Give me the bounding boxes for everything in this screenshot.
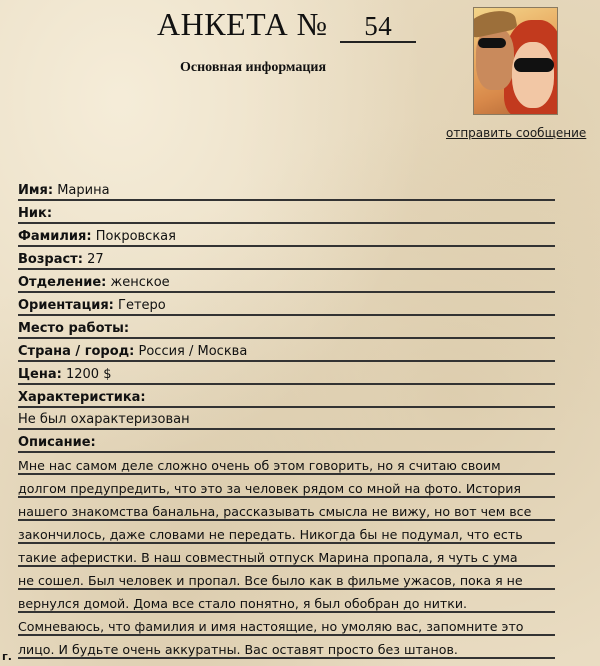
description-line: вернулся домой. Дома все стало понятно, я был обобран до нитки. — [18, 590, 555, 613]
field-label: Страна / город — [18, 344, 130, 359]
field-label: Фамилия — [18, 229, 87, 244]
characteristics-label: Характеристика: — [18, 390, 146, 405]
field-value: Россия / Москва — [138, 344, 248, 359]
photo-sunglasses-woman — [514, 58, 554, 72]
description-line: лицо. И будьте очень аккуратны. Вас оставят просто без штанов. — [18, 636, 555, 659]
field-label: Ориентация — [18, 298, 109, 313]
field-value: Гетеро — [118, 298, 166, 313]
field-value: 27 — [87, 252, 104, 267]
field-label: Имя — [18, 183, 48, 198]
description-line: долгом предупредить, что это за человек рядом со мной на фото. История — [18, 475, 555, 498]
description-line: такие аферистки. В наш совместный отпуск Марина пропала, я чуть с ума — [18, 544, 555, 567]
description-line: Сомневаюсь, что фамилия и имя настоящие, но умоляю вас, запомните это — [18, 613, 555, 636]
description-label: Описание: — [18, 435, 96, 450]
description-line: не сошел. Был человек и пропал. Все было как в фильме ужасов, пока я не — [18, 567, 555, 590]
characteristics-value: Не был охарактеризован — [18, 412, 190, 427]
field-value: Покровская — [95, 229, 176, 244]
field-value: Марина — [57, 183, 110, 198]
field-row-department: Отделение: женское — [18, 269, 555, 293]
photo-face-woman — [512, 42, 554, 108]
field-row-surname: Фамилия: Покровская — [18, 223, 555, 247]
form-title — [157, 4, 416, 44]
field-value: женское — [110, 275, 170, 290]
characteristics-value-row — [18, 406, 555, 430]
field-row-workplace: Место работы: — [18, 315, 555, 339]
description-line: закончилось, даже словами не передать. Никогда бы не подумал, что есть — [18, 521, 555, 544]
description-label-row — [18, 429, 555, 453]
field-label: Отделение — [18, 275, 102, 290]
characteristics-label-row — [18, 384, 555, 408]
field-row-age: Возраст: 27 — [18, 246, 555, 270]
field-row-country-city: Страна / город: Россия / Москва — [18, 338, 555, 362]
send-message-link[interactable]: отправить сообщение — [446, 126, 587, 140]
form-title-text: АНКЕТА № — [157, 6, 328, 42]
field-label: Место работы — [18, 321, 124, 336]
corner-mark: г. — [2, 650, 12, 663]
description-line: нашего знакомства банальна, рассказывать смысла не вижу, но вот чем все — [18, 498, 555, 521]
field-value: 1200 $ — [65, 367, 112, 382]
field-label: Ник — [18, 206, 47, 221]
section-subtitle: Основная информация — [180, 60, 327, 75]
field-label: Цена — [18, 367, 57, 382]
field-row-nick: Ник: — [18, 200, 555, 224]
photo-sunglasses-man — [478, 38, 506, 48]
field-row-price: Цена: 1200 $ — [18, 361, 555, 385]
profile-photo[interactable] — [473, 7, 558, 115]
field-label: Возраст — [18, 252, 78, 267]
field-row-orientation: Ориентация: Гетеро — [18, 292, 555, 316]
description-line: Мне нас самом деле сложно очень об этом говорить, но я считаю своим — [18, 452, 555, 475]
field-row-name: Имя: Марина — [18, 177, 555, 201]
form-number: 54 — [340, 11, 416, 43]
